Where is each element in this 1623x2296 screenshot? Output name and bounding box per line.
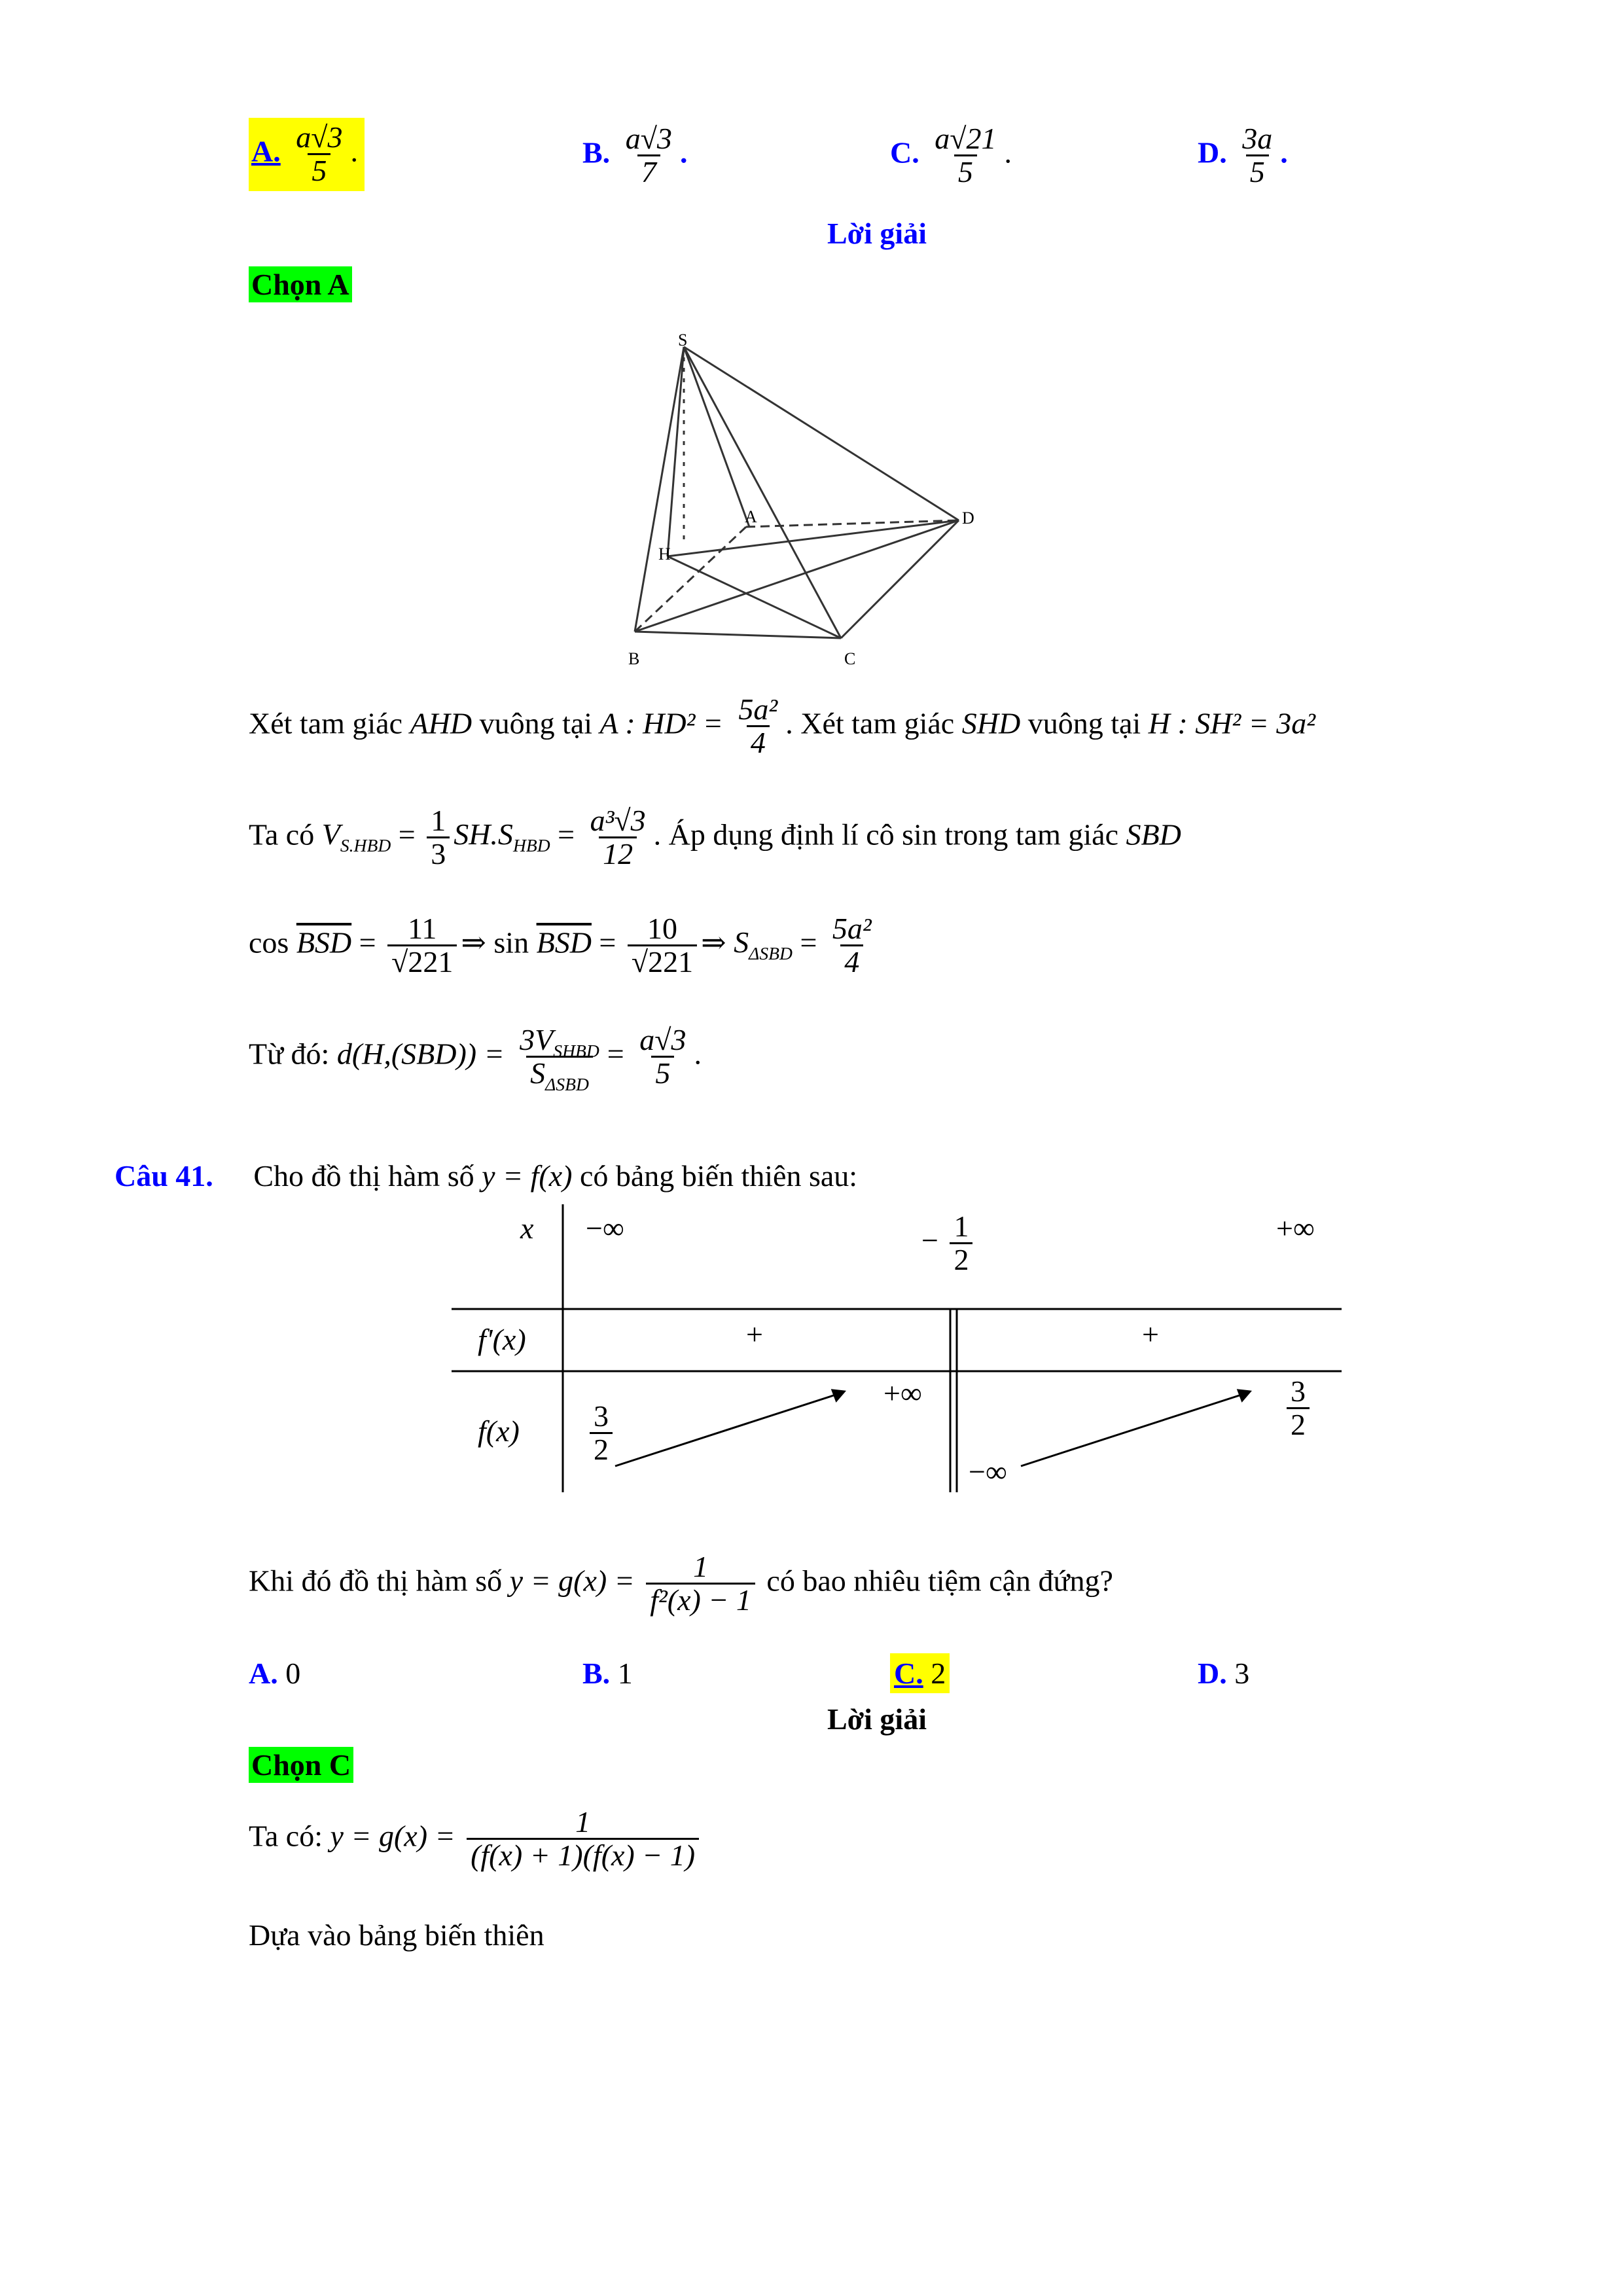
f-left-limit: +∞ bbox=[883, 1376, 922, 1410]
q41-question: Khi đó đồ thị hàm số y = g(x) = $\frac{1}{\text{f²(x) − 1}}$ có bao nhiêu tiệm cận đứng? bbox=[249, 1550, 1113, 1617]
q41-option-a: A. 0 bbox=[249, 1657, 301, 1690]
option-a-fraction: $\frac{a√3}{5}$ bbox=[296, 120, 343, 188]
q41-solution-line-1: Ta có: y = g(x) = $\frac{1}{(f(x) + 1)(f(x) - 1)}$ bbox=[249, 1806, 703, 1872]
option-a-label: A. bbox=[251, 134, 281, 168]
vertex-a-label: A bbox=[745, 507, 757, 526]
solution-heading-41: Lời giải bbox=[827, 1702, 927, 1736]
option-b-fraction: $\frac{a√3}{7}$ bbox=[625, 122, 672, 189]
vertex-b-label: B bbox=[628, 649, 640, 668]
q41-stem: Câu 41. Cho đồ thị hàm số y = f(x) có bảng biến thiên sau: bbox=[115, 1159, 858, 1193]
q41-option-b: B. 1 bbox=[582, 1657, 633, 1690]
vertex-d-label: D bbox=[962, 509, 974, 528]
choose-answer-41: Chọn C bbox=[249, 1748, 353, 1782]
row-label-f: f(x) bbox=[478, 1414, 520, 1448]
x-mid-value: − $\frac{1}{2}$ bbox=[921, 1211, 976, 1276]
x-left-value: −∞ bbox=[586, 1211, 624, 1245]
pyramid-figure bbox=[615, 334, 995, 674]
f-start-value: $\frac{3}{2}$ bbox=[586, 1401, 616, 1466]
question-number: Câu 41. bbox=[115, 1159, 213, 1193]
option-d-fraction: $\frac{3a}{5}$ bbox=[1242, 122, 1273, 189]
fprime-sign-left: + bbox=[746, 1318, 763, 1351]
f-right-limit: −∞ bbox=[969, 1455, 1007, 1488]
q40-option-a: A. $\frac{a√3}{5}$ . bbox=[249, 118, 365, 191]
f-end-value: $\frac{3}{2}$ bbox=[1283, 1376, 1313, 1441]
vertex-c-label: C bbox=[844, 649, 856, 668]
q41-option-d: D. 3 bbox=[1198, 1657, 1250, 1690]
q41-solution-line-2: Dựa vào bảng biến thiên bbox=[249, 1918, 544, 1952]
q40-option-b: B. $\frac{a√3}{7}$ . bbox=[582, 122, 688, 189]
variation-table bbox=[452, 1204, 1342, 1492]
fprime-sign-right: + bbox=[1142, 1318, 1159, 1351]
row-label-fprime: f'(x) bbox=[478, 1323, 526, 1356]
q40-option-c: C. $\frac{a√21}{5}$ . bbox=[890, 122, 1012, 189]
q41-option-c: C. 2 bbox=[890, 1653, 950, 1693]
x-right-value: +∞ bbox=[1276, 1211, 1315, 1245]
option-d-label: D. bbox=[1198, 135, 1227, 170]
row-label-x: x bbox=[520, 1211, 534, 1245]
q40-solution-line-2: Ta có $V_{S.HBD}$ = $\frac{1}{3}$ $SH.S_{HBD}$ = $\frac{\text{a³√3}}{12}$ . Áp dụng định lí cô sin trong tam giác SBD bbox=[249, 804, 1181, 871]
option-b-label: B. bbox=[582, 135, 611, 170]
variation-table-grid bbox=[452, 1204, 1342, 1492]
q40-solution-line-3: $\cos \overline{BSD}$ = $\frac{11}{√221}$ ⇒ $\sin \overline{BSD}$ = $\frac{10}{√221}$ ⇒ $S_{\Delta SBD}$ = $\frac{\text{5a²}}{4}$ bbox=[249, 912, 872, 979]
q40-option-d: D. $\frac{3a}{5}$ . bbox=[1198, 122, 1288, 189]
vertex-s-label: S bbox=[678, 334, 688, 350]
q40-solution-line-4: Từ đó: d(H,(SBD)) = $\frac{3V_{SHBD}}{S_{\Delta SBD}}$ = $\frac{a√3}{5}$ . bbox=[249, 1023, 702, 1095]
vertex-h-label: H bbox=[658, 545, 671, 564]
q40-solution-line-1: Xét tam giác AHD vuông tại A : HD² = $\frac{\text{5a²}}{4}$ . Xét tam giác SHD vuông tại H : SH² = 3a² bbox=[249, 692, 1316, 760]
option-c-fraction: $\frac{a√21}{5}$ bbox=[935, 122, 997, 189]
choose-answer-40: Chọn A bbox=[249, 267, 352, 302]
solution-heading-40: Lời giải bbox=[827, 217, 927, 250]
option-c-label: C. bbox=[890, 135, 919, 170]
